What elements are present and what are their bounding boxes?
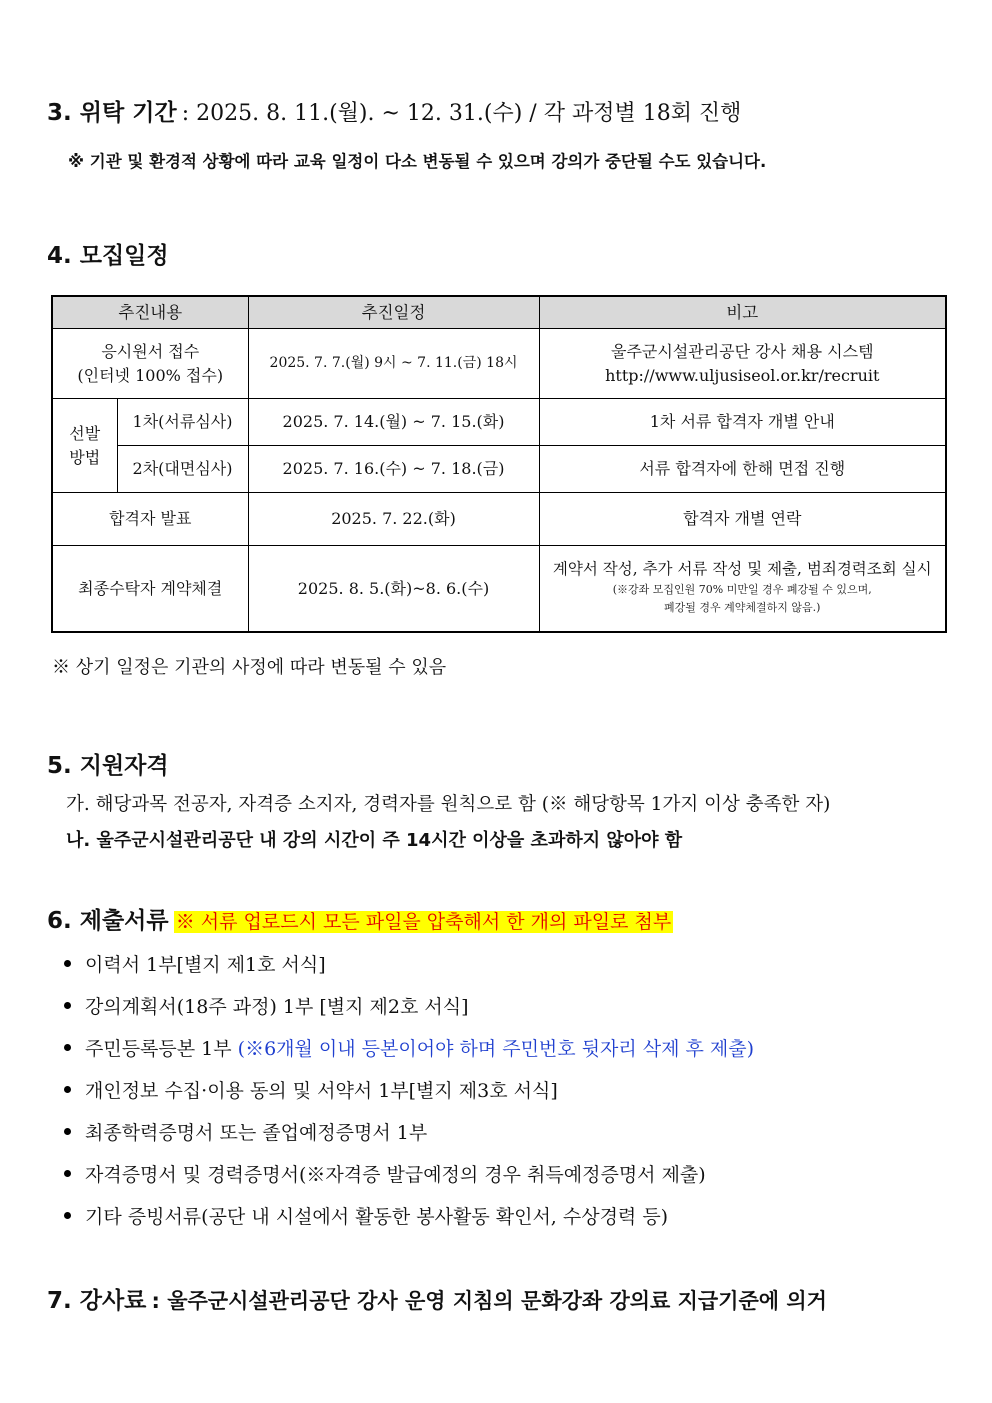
table-cell-remark bbox=[539, 546, 946, 632]
table-cell-remark: 1차 서류 합격자 개별 안내 bbox=[539, 399, 946, 446]
selection-label-line: 방법 bbox=[69, 447, 101, 467]
table-cell-item: 최종수탁자 계약체결 bbox=[52, 546, 248, 632]
list-item bbox=[64, 1068, 754, 1110]
bullet-icon bbox=[64, 1170, 71, 1177]
table-row bbox=[52, 329, 946, 399]
document-item-label: 이력서 1부[별지 제1호 서식] bbox=[85, 953, 326, 976]
table-row bbox=[52, 399, 946, 446]
section-3-detail: : 2025. 8. 11.(월). ~ 12. 31.(수) / 각 과정별 18회 진행 bbox=[181, 101, 742, 126]
table-row bbox=[52, 546, 946, 632]
bullet-icon bbox=[64, 1002, 71, 1009]
list-item bbox=[64, 1026, 754, 1068]
document-item-label: 개인정보 수집·이용 동의 및 서약서 1부[별지 제3호 서식] bbox=[85, 1079, 558, 1102]
table-row bbox=[52, 446, 946, 493]
table-cell-date: 2025. 7. 7.(월) 9시 ~ 7. 11.(금) 18시 bbox=[248, 329, 539, 399]
table-cell-date: 2025. 8. 5.(화)~8. 6.(수) bbox=[248, 546, 539, 632]
required-documents-list bbox=[64, 942, 754, 1236]
selection-label-line: 선발 bbox=[69, 424, 101, 444]
section-3-heading: 3. 위탁 기간 bbox=[47, 100, 177, 126]
section-3-note: ※ 기관 및 환경적 상황에 따라 교육 일정이 다소 변동될 수 있으며 강의가 중단될 수도 있습니다. bbox=[68, 152, 767, 171]
bullet-icon bbox=[64, 960, 71, 967]
section-4-note: ※ 상기 일정은 기관의 사정에 따라 변동될 수 있음 bbox=[52, 657, 447, 678]
bullet-icon bbox=[64, 1044, 71, 1051]
remark-line: 울주군시설관리공단 강사 채용 시스템 bbox=[610, 342, 874, 362]
document-item-note: (※6개월 이내 등본이어야 하며 주민번호 뒷자리 삭제 후 제출) bbox=[237, 1037, 755, 1060]
section-7-heading: 7. 강사료 bbox=[47, 1288, 147, 1314]
document-item-label: 자격증명서 및 경력증명서(※자격증 발급예정의 경우 취득예정증명서 제출) bbox=[85, 1163, 706, 1186]
table-cell-item: 1차(서류심사) bbox=[117, 399, 248, 446]
table-header-item: 추진내용 bbox=[52, 296, 248, 329]
table-header-date: 추진일정 bbox=[248, 296, 539, 329]
document-item-label: 기타 증빙서류(공단 내 시설에서 활동한 봉사활동 확인서, 수상경력 등) bbox=[85, 1205, 669, 1228]
bullet-icon bbox=[64, 1086, 71, 1093]
section-7-line bbox=[47, 1282, 827, 1315]
list-item bbox=[64, 1110, 754, 1152]
list-item bbox=[64, 984, 754, 1026]
table-cell-remark: 합격자 개별 연락 bbox=[539, 493, 946, 546]
section-5-item-b: 나. 울주군시설관리공단 내 강의 시간이 주 14시간 이상을 초과하지 않아야 함 bbox=[66, 830, 683, 851]
schedule-table bbox=[51, 295, 947, 633]
selection-method-label bbox=[52, 399, 117, 493]
section-6-heading: 6. 제출서류 bbox=[47, 908, 169, 934]
remark-subnote: 폐강될 경우 계약체결하지 않음.) bbox=[664, 601, 821, 615]
table-header-remark: 비고 bbox=[539, 296, 946, 329]
table-cell-date: 2025. 7. 16.(수) ~ 7. 18.(금) bbox=[248, 446, 539, 493]
remark-link[interactable]: http://www.uljusiseol.or.kr/recruit bbox=[605, 365, 880, 385]
table-cell-item: 합격자 발표 bbox=[52, 493, 248, 546]
list-item bbox=[64, 1152, 754, 1194]
section-5-item-a: 가. 해당과목 전공자, 자격증 소지자, 경력자를 원칙으로 함 (※ 해당항목 1가지 이상 충족한 자) bbox=[66, 794, 831, 815]
document-item-label: 주민등록등본 1부 bbox=[85, 1037, 232, 1060]
table-cell-date: 2025. 7. 14.(월) ~ 7. 15.(화) bbox=[248, 399, 539, 446]
table-cell-remark bbox=[539, 329, 946, 399]
table-cell-date: 2025. 7. 22.(화) bbox=[248, 493, 539, 546]
list-item bbox=[64, 942, 754, 984]
remark-line: 계약서 작성, 추가 서류 작성 및 제출, 범죄경력조회 실시 bbox=[552, 560, 932, 579]
section-4-heading: 4. 모집일정 bbox=[47, 243, 169, 269]
bullet-icon bbox=[64, 1128, 71, 1135]
section-6-line bbox=[47, 902, 673, 935]
item-line: 응시원서 접수 bbox=[101, 342, 200, 362]
list-item bbox=[64, 1194, 754, 1236]
section-3-line bbox=[47, 94, 741, 127]
document-item-label: 최종학력증명서 또는 졸업예정증명서 1부 bbox=[85, 1121, 428, 1144]
table-header-row bbox=[52, 296, 946, 329]
section-5-heading: 5. 지원자격 bbox=[47, 753, 169, 779]
remark-subnote: (※강좌 모집인원 70% 미만일 경우 폐강될 수 있으며, bbox=[612, 582, 872, 596]
table-cell-item: 2차(대면심사) bbox=[117, 446, 248, 493]
table-cell-item bbox=[52, 329, 248, 399]
section-7-detail: : 울주군시설관리공단 강사 운영 지침의 문화강좌 강의료 지급기준에 의거 bbox=[151, 1289, 827, 1313]
table-row bbox=[52, 493, 946, 546]
item-line: (인터넷 100% 접수) bbox=[77, 365, 224, 385]
document-item-label: 강의계획서(18주 과정) 1부 [별지 제2호 서식] bbox=[85, 995, 469, 1018]
table-cell-remark: 서류 합격자에 한해 면접 진행 bbox=[539, 446, 946, 493]
upload-notice-highlight: ※ 서류 업로드시 모든 파일을 압축해서 한 개의 파일로 첨부 bbox=[175, 911, 672, 933]
bullet-icon bbox=[64, 1212, 71, 1219]
